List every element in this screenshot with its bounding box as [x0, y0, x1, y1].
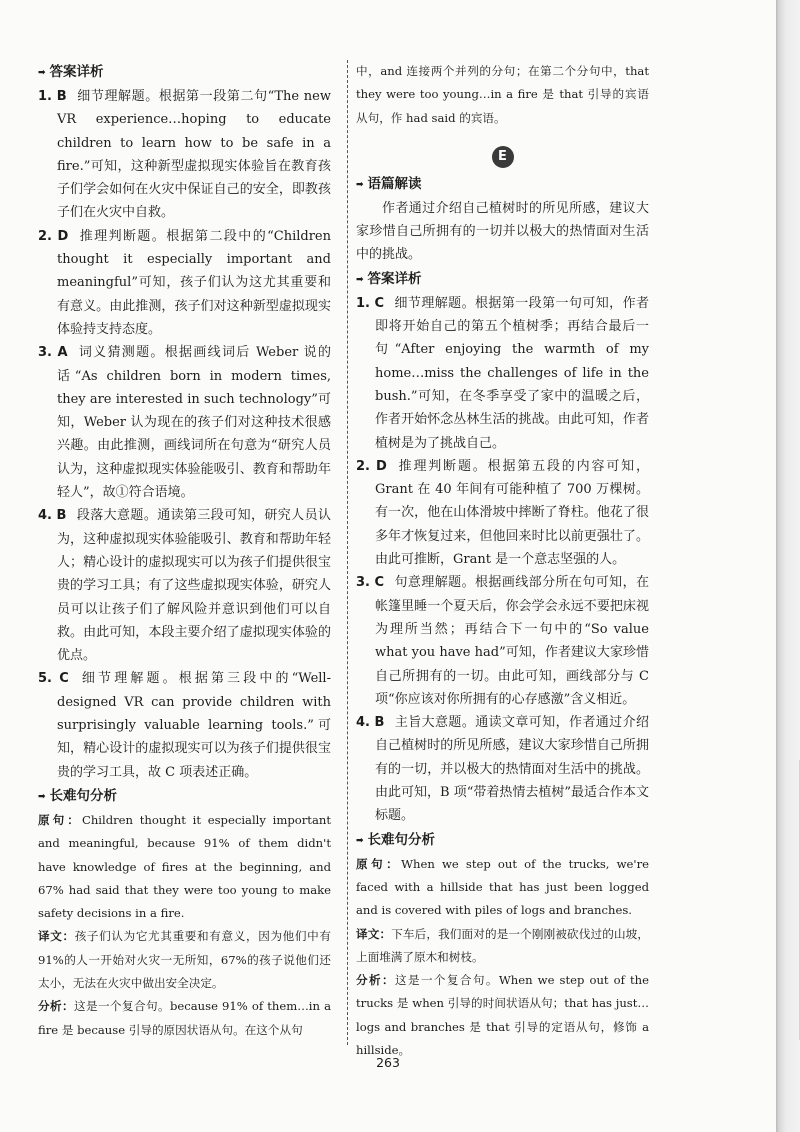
- answer-item: 3. C 句意理解题。根据画线部分所在句可知，在帐篷里睡一个夏天后，你会学会永远不要把床视为理所当然；再结合下一句中的“So value what you have had”可知，作者建议大家珍惜自己所拥有的一切。由此可知，画线部分与 C 项“你应该对你所拥有的心存感激”含义相近。: [356, 575, 649, 707]
- left-column: [38, 60, 331, 1042]
- original-sentence: 原句：When we step out of the trucks, we're faced with a hillside that has just been logged and is covered with piles of logs and branches.: [356, 856, 649, 918]
- reading-summary: 作者通过介绍自己植树时的所见所感，建议大家珍惜自己所拥有的一切并以极大的热情面对生活中的挑战。: [356, 200, 649, 263]
- section-heading-answers: ➡ 答案详析: [38, 64, 104, 80]
- analysis: 分析：这是一个复合句。because 91% of them…in a fire 是 because 引导的原因状语从句。在这个从句: [38, 999, 331, 1037]
- translation: 译文：下车后，我们面对的是一个刚刚被砍伐过的山坡，上面堆满了原木和树枝。: [356, 926, 649, 964]
- answer-item: 4. B 主旨大意题。通读文章可知，作者通过介绍自己植树时的所见所感，建议大家珍惜自己所拥有的一切，并以极大的热情面对生活中的挑战。由此可知，B 项“带着热情去植树”最适合作本文标题。: [356, 715, 649, 824]
- answer-item: 1. B 细节理解题。根据第一段第二句“The new VR experience…hoping to educate children to learn how to be safe in a fire.”可知，这种新型虚拟现实体验旨在教育孩子们学会如何在火灾中保证自己的安全，即教孩子们在火灾中自救。: [38, 89, 331, 221]
- analysis: 分析：这是一个复合句。When we step out of the trucks 是 when 引导的时间状语从句；that has just…logs and branches 是 that 引导的定语从句，修饰 a hillside。: [356, 973, 649, 1057]
- right-column: [356, 60, 649, 1062]
- page-number: 263: [376, 1055, 400, 1070]
- column-separator: [347, 60, 348, 1045]
- answer-item: 2. D 推理判断题。根据第五段的内容可知，Grant 在 40 年间有可能种植了 700 万棵树。有一次，他在山体滑坡中摔断了脊柱。他花了很多年才恢复过来，但他回来时比以前更强壮了。由此可推断，Grant 是一个意志坚强的人。: [356, 458, 649, 568]
- answer-item: 4. B 段落大意题。通读第三段可知，研究人员认为，这种虚拟现实体验能吸引、教育和帮助年轻人；精心设计的虚拟现实可以为孩子们提供很宝贵的学习工具；有了这些虚拟现实体验，研究人员可以让孩子们了解风险并意识到他们可以自救。由此可知，本段主要介绍了虚拟现实体验的优点。: [38, 508, 331, 664]
- original-sentence: 原句：Children thought it especially important and meaningful, because 91% of them didn't have knowledge of fires at the beginning, and 67% had said that they were too young to make safety decisions in a fire.: [38, 812, 331, 921]
- answer-item: 2. D 推理判断题。根据第二段中的“Children thought it especially important and meaningful”可知，孩子们认为这尤其重要和有意义。由此推测，孩子们对这种新型虚拟现实体验持支持态度。: [38, 228, 331, 337]
- arrow-marker-icon: ➡: [38, 68, 46, 78]
- section-heading-sentence-analysis: ➡ 长难句分析: [38, 787, 118, 804]
- section-heading-sentence-analysis: ➡ 长难句分析: [356, 831, 436, 848]
- section-heading-answers: ➡ 答案详析: [356, 270, 422, 287]
- answer-item: 1. C 细节理解题。根据第一段第一句可知，作者即将开始自己的第五个植树季；再结合最后一句“After enjoying the warmth of my home…miss the challenges of life in the bush.”可知，在冬季享受了家中的温暖之后，作者开始怀念丛林生活的挑战。由此可知，作者植树是为了挑战自己。: [356, 295, 649, 451]
- analysis-continued: 中，and 连接两个并列的分句；在第二个分句中，that they were too young…in a fire 是 that 引导的宾语从句，作 had said 的宾语。: [356, 64, 649, 125]
- answer-item: 3. A 词义猜测题。根据画线词后 Weber 说的话“As children born in modern times, they are interested in such technology”可知，Weber 认为现在的孩子们对这种技术很感兴趣。由此推测，画线词所在句意为“研究人员认为，这种虚拟现实体验能吸引、教育和帮助年轻人”，故①符合语境。: [38, 345, 331, 501]
- arrow-marker-icon: ➡: [38, 791, 46, 802]
- section-marker-badge: E: [492, 146, 514, 168]
- answer-item: 5. C 细节理解题。根据第三段中的“Well-designed VR can provide children with surprisingly valuable learning tools.”可知，精心设计的虚拟现实可以为孩子们提供很宝贵的学习工具，故 C 项表述正确。: [38, 671, 331, 780]
- arrow-marker-icon: ➡: [356, 835, 364, 846]
- section-heading-reading: ➡ 语篇解读: [356, 175, 422, 192]
- arrow-marker-icon: ➡: [356, 179, 364, 190]
- page-edge-shadow: [776, 0, 800, 1132]
- translation: 译文：孩子们认为它尤其重要和有意义，因为他们中有91%的人一开始对火灾一无所知，67%的孩子说他们还太小，无法在火灾中做出安全决定。: [38, 929, 331, 990]
- arrow-marker-icon: ➡: [356, 274, 364, 285]
